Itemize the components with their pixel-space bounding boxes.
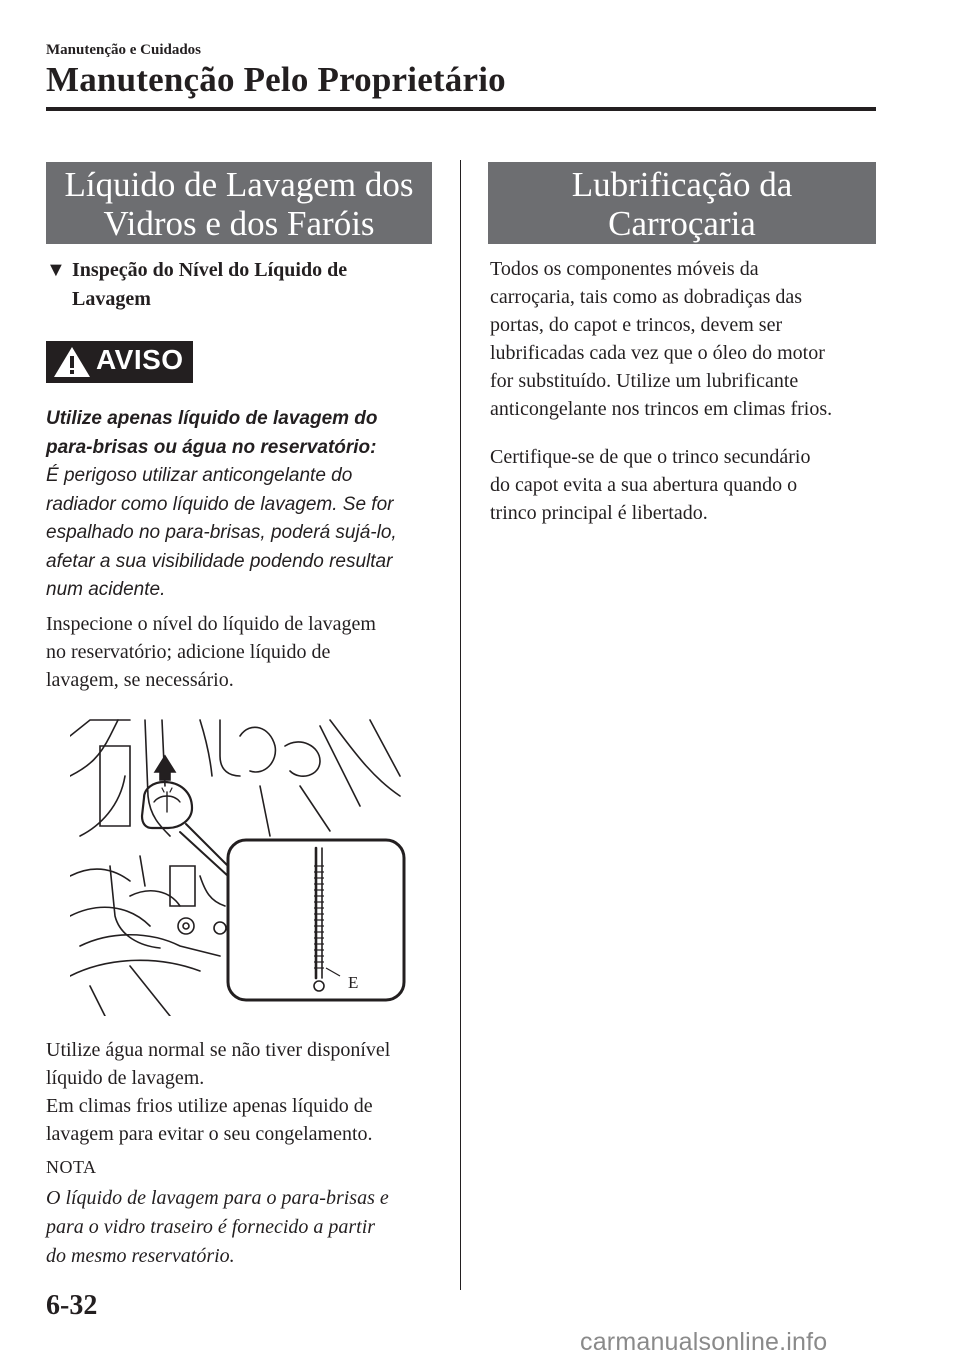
reservoir-illustration (70, 716, 410, 1016)
warning-heading (46, 405, 446, 462)
page-title: Manutenção Pelo Proprietário (46, 60, 506, 99)
figure-label-e: E (348, 973, 359, 992)
banner-line: Carroçaria (608, 204, 756, 243)
banner-line: Vidros e dos Faróis (103, 204, 375, 243)
text-line: Todos os componentes móveis da (490, 258, 759, 280)
note-body (46, 1184, 451, 1271)
warning-icon (52, 345, 92, 379)
warning-label: AVISO (96, 344, 184, 375)
triangle-down-icon: ▼ (46, 259, 66, 281)
text-line: lubrificadas cada vez que o óleo do motor (490, 342, 825, 364)
warning-body (46, 462, 446, 605)
subhead-line: Inspeção do Nível do Líquido de (72, 259, 348, 281)
warning-badge (46, 341, 193, 383)
subsection-heading (46, 256, 446, 314)
text-line: Utilize água normal se não tiver disponível (46, 1039, 391, 1061)
paragraph-water (46, 1036, 451, 1092)
breadcrumb: Manutenção e Cuidados (46, 42, 202, 58)
text-line: trinco principal é libertado. (490, 502, 708, 524)
text-line: anticongelante nos trincos em climas frios. (490, 398, 833, 420)
note-line: O líquido de lavagem para o para-brisas e (46, 1187, 389, 1209)
text-line: carroçaria, tais como as dobradiças das (490, 286, 803, 308)
note-heading: NOTA (46, 1157, 97, 1177)
note-line: do mesmo reservatório. (46, 1245, 235, 1267)
warning-line: radiador como líquido de lavagem. Se for (46, 493, 394, 515)
text-line: lavagem para evitar o seu congelamento. (46, 1123, 373, 1145)
text-line: portas, do capot e trincos, devem ser (490, 314, 783, 336)
paragraph-lubrication (490, 255, 880, 423)
text-line: Em climas frios utilize apenas líquido de (46, 1095, 373, 1117)
banner-line: Líquido de Lavagem dos (64, 165, 414, 204)
warning-line: num acidente. (46, 579, 166, 600)
text-line: no reservatório; adicione líquido de (46, 641, 331, 663)
note-line: para o vidro traseiro é fornecido a partir (46, 1216, 376, 1238)
text-line: lavagem, se necessário. (46, 669, 234, 691)
section-banner-washer-fluid (46, 162, 432, 244)
column-divider (460, 160, 461, 1290)
warning-heading-line: Utilize apenas líquido de lavagem do (46, 408, 378, 429)
text-line: Certifique-se de que o trinco secundário (490, 446, 811, 468)
banner-line: Lubrificação da (571, 165, 793, 204)
warning-line: É perigoso utilizar anticongelante do (46, 465, 353, 486)
text-line: Inspecione o nível do líquido de lavagem (46, 613, 376, 635)
subhead-line: Lavagem (72, 288, 151, 310)
warning-heading-line: para-brisas ou água no reservatório: (46, 436, 377, 458)
paragraph-inspect (46, 610, 446, 694)
page-number: 6-32 (46, 1290, 98, 1321)
title-rule (46, 107, 876, 111)
paragraph-hood-latch (490, 443, 880, 527)
text-line: líquido de lavagem. (46, 1067, 205, 1089)
paragraph-cold (46, 1092, 451, 1148)
section-banner-lubrication (488, 162, 876, 244)
warning-line: espalhado no para-brisas, poderá sujá-lo, (46, 522, 397, 543)
watermark: carmanualsonline.info (580, 1328, 828, 1356)
text-line: do capot evita a sua abertura quando o (490, 474, 798, 496)
text-line: for substituído. Utilize um lubrificante (490, 370, 799, 392)
warning-line: afetar a sua visibilidade podendo resultar (46, 550, 393, 572)
